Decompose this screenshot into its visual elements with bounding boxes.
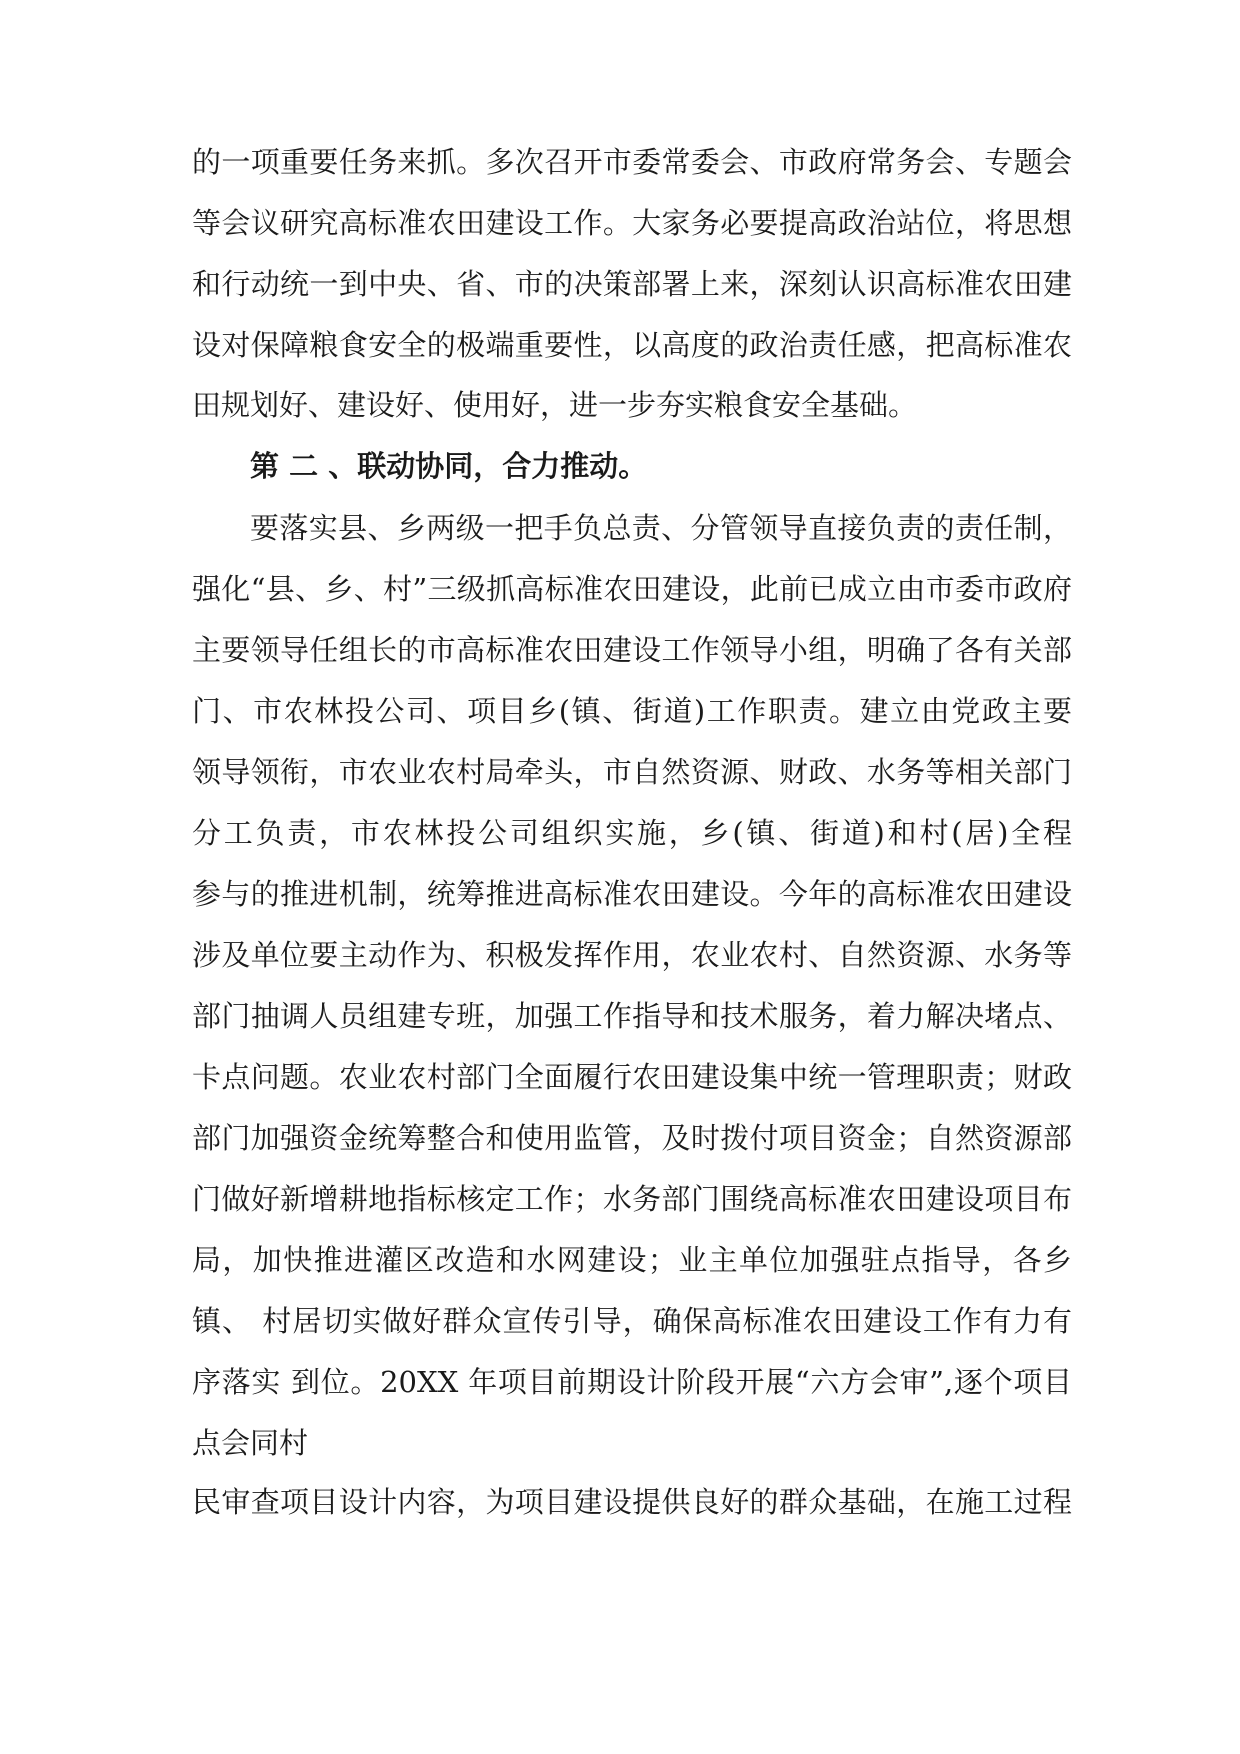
- paragraph-line: 部门加强资金统筹整合和使用监管，及时拨付项目资金；自然资源部: [192, 1121, 1072, 1155]
- paragraph-line: 等会议研究高标准农田建设工作。大家务必要提高政治站位，将思想: [192, 206, 1072, 240]
- paragraph-line: 民审查项目设计内容，为项目建设提供良好的群众基础，在施工过程: [192, 1485, 1072, 1519]
- paragraph-line: 镇、 村居切实做好群众宣传引导，确保高标准农田建设工作有力有: [192, 1304, 1072, 1338]
- paragraph-line: 序落实 到位。20XX 年项目前期设计阶段开展“六方会审”,逐个项目: [192, 1365, 1072, 1399]
- paragraph-line: 要落实县、乡两级一把手负总责、分管领导直接负责的责任制，: [250, 511, 1072, 545]
- paragraph-line: 点会同村: [192, 1426, 309, 1460]
- section-heading: 第 二 、联动协同，合力推动。: [250, 449, 648, 483]
- paragraph-line: 设对保障粮食安全的极端重要性，以高度的政治责任感，把高标准农: [192, 328, 1072, 362]
- paragraph-line: 涉及单位要主动作为、积极发挥作用，农业农村、自然资源、水务等: [192, 938, 1072, 972]
- paragraph-line: 卡点问题。农业农村部门全面履行农田建设集中统一管理职责；财政: [192, 1060, 1072, 1094]
- paragraph-line: 参与的推进机制，统筹推进高标准农田建设。今年的高标准农田建设: [192, 877, 1072, 911]
- paragraph-line: 的一项重要任务来抓。多次召开市委常委会、市政府常务会、专题会: [192, 145, 1072, 179]
- paragraph-line: 部门抽调人员组建专班，加强工作指导和技术服务，着力解决堵点、: [192, 999, 1072, 1033]
- paragraph-line: 局，加快推进灌区改造和水网建设；业主单位加强驻点指导，各乡: [192, 1243, 1072, 1277]
- paragraph-line: 分工负责，市农林投公司组织实施，乡(镇、街道)和村(居)全程: [192, 816, 1072, 850]
- paragraph-line: 主要领导任组长的市高标准农田建设工作领导小组，明确了各有关部: [192, 633, 1072, 667]
- paragraph-line: 强化“县、乡、村”三级抓高标准农田建设，此前已成立由市委市政府: [192, 572, 1072, 606]
- paragraph-line: 领导领衔，市农业农村局牵头，市自然资源、财政、水务等相关部门: [192, 755, 1072, 789]
- paragraph-line: 门做好新增耕地指标核定工作；水务部门围绕高标准农田建设项目布: [192, 1182, 1072, 1216]
- paragraph-line: 门、市农林投公司、项目乡(镇、街道)工作职责。建立由党政主要: [192, 694, 1072, 728]
- paragraph-line: 田规划好、建设好、使用好，进一步夯实粮食安全基础。: [192, 388, 918, 422]
- paragraph-line: 和行动统一到中央、省、市的决策部署上来，深刻认识高标准农田建: [192, 267, 1072, 301]
